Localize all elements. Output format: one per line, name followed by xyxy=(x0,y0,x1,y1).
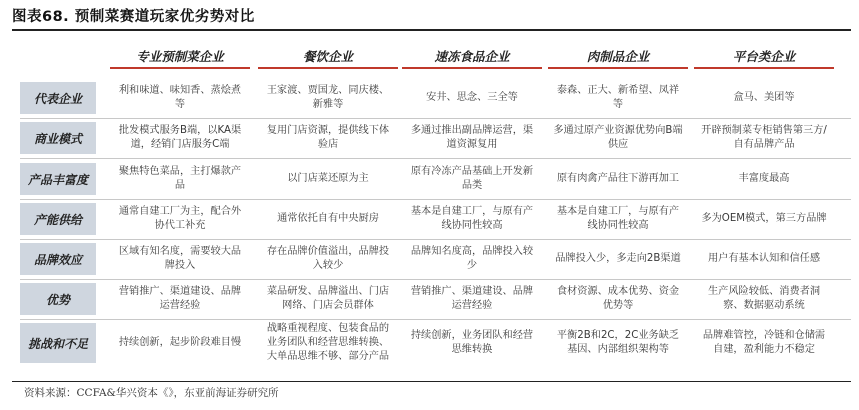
table-cell: 基本是自建工厂，与原有产线协同性较高 xyxy=(410,206,534,231)
table-cell: 盒马、美团等 xyxy=(733,92,795,103)
table-cell: 品牌难管控，冷链和仓储需自建，盈利能力不稳定 xyxy=(702,330,826,355)
table-cell: 王家渡、贾国龙、同庆楼、新雅等 xyxy=(266,85,390,110)
row-divider xyxy=(20,118,851,119)
table-cell: 原有冷冻产品基础上开发新品类 xyxy=(410,166,534,191)
table-cell: 多为OEM模式，第三方品牌 xyxy=(701,213,827,224)
table-cell: 聚焦特色菜品，主打爆款产品 xyxy=(118,166,242,191)
row-divider xyxy=(20,279,851,280)
row-label: 优势 xyxy=(20,283,96,315)
title-rule xyxy=(12,29,851,31)
row-label: 代表企业 xyxy=(20,82,96,114)
table-cell: 批发模式服务B端，以KA渠道，经销门店服务C端 xyxy=(118,125,242,150)
table-cell: 开辟预制菜专柜销售第三方/自有品牌产品 xyxy=(701,125,827,150)
table-cell: 持续创新，业务团队和经营思维转换 xyxy=(410,330,534,355)
table-cell: 品牌投入少，多走向2B渠道 xyxy=(555,253,681,264)
table-cell: 泰森、正大、新希望、凤祥等 xyxy=(556,85,680,110)
table-cell: 食材资源、成本优势、资金优势等 xyxy=(556,286,680,311)
table-cell: 生产风险较低、消费者洞察、数据驱动系统 xyxy=(707,286,821,311)
table-cell: 平衡2B和2C，2C业务缺乏基因、内部组织架构等 xyxy=(556,330,680,355)
table-cell: 多通过原产业资源优势向B端供应 xyxy=(553,125,683,150)
table-cell: 持续创新，起步阶段难目慢 xyxy=(118,337,242,348)
row-divider xyxy=(20,239,851,240)
row-label: 商业模式 xyxy=(20,122,96,154)
table-cell: 品牌知名度高，品牌投入较少 xyxy=(410,246,534,271)
row-divider xyxy=(20,158,851,159)
table-cell: 通常自建工厂为主，配合外协代工补充 xyxy=(118,206,242,231)
figure-title: 图表68. 预制菜赛道玩家优劣势对比 xyxy=(12,9,255,25)
table-cell: 原有肉禽产品往下游再加工 xyxy=(556,173,680,184)
column-header: 肉制品企业 xyxy=(548,44,688,69)
row-divider xyxy=(20,199,851,200)
row-divider xyxy=(20,319,851,320)
row-label: 挑战和不足 xyxy=(20,323,96,363)
table-cell: 营销推广、渠道建设、品牌运营经验 xyxy=(118,286,242,311)
row-label: 产能供给 xyxy=(20,203,96,235)
table-cell: 菜品研发、品牌溢出、门店网络、门店会员群体 xyxy=(266,286,390,311)
column-header: 餐饮企业 xyxy=(258,44,398,69)
table-cell: 战略重视程度、包装食品的业务团队和经营思维转换、大单品思维不够、部分产品 xyxy=(266,323,390,362)
table-cell: 区域有知名度，需要较大品牌投入 xyxy=(118,246,242,271)
table-cell: 多通过推出副品牌运营，渠道资源复用 xyxy=(410,125,534,150)
table-cell: 通常依托自有中央厨房 xyxy=(277,213,379,224)
table-cell: 存在品牌价值溢出，品牌投入较少 xyxy=(266,246,390,271)
table-cell: 复用门店资源，提供线下体验店 xyxy=(266,125,390,150)
table-cell: 营销推广、渠道建设、品牌运营经验 xyxy=(410,286,534,311)
row-label: 品牌效应 xyxy=(20,243,96,275)
column-header: 平台类企业 xyxy=(694,44,834,69)
table-cell: 安井、思念、三全等 xyxy=(426,92,518,103)
source-note: 资料来源：CCFA&华兴资本《》，东亚前海证券研究所 xyxy=(24,387,279,399)
column-header: 速冻食品企业 xyxy=(402,44,542,69)
column-header: 专业预制菜企业 xyxy=(110,44,250,69)
table-cell: 用户有基本认知和信任感 xyxy=(707,253,821,264)
table-cell: 丰富度最高 xyxy=(738,173,790,184)
table-cell: 基本是自建工厂，与原有产线协同性较高 xyxy=(556,206,680,231)
table-cell: 以门店菜还原为主 xyxy=(287,173,369,184)
row-label: 产品丰富度 xyxy=(20,163,96,195)
table-cell: 利和味道、味知香、蒸烩煮等 xyxy=(118,85,242,110)
bottom-rule xyxy=(12,381,851,382)
